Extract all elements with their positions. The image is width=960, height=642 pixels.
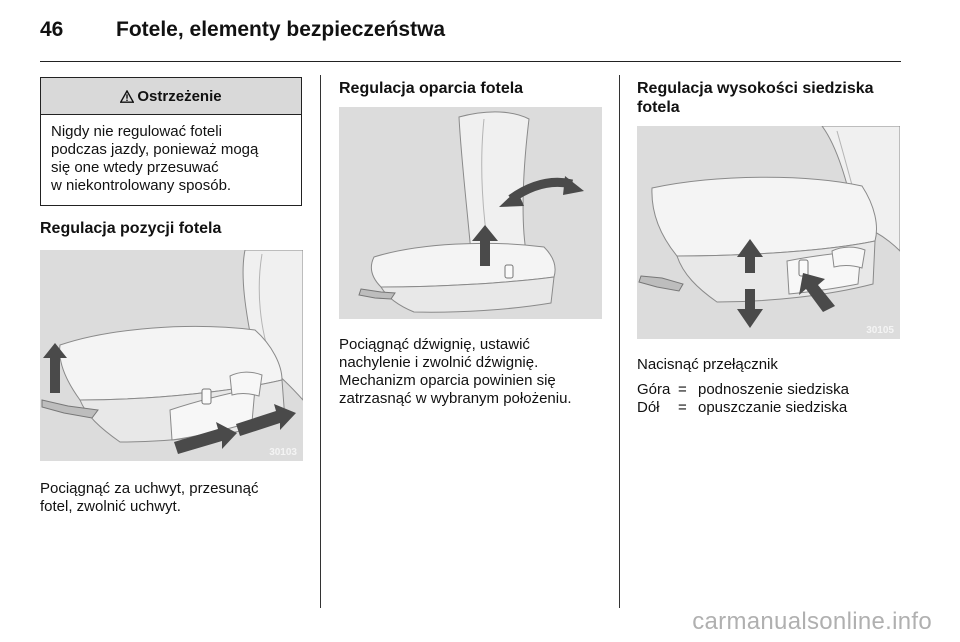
- title-line: Regulacja wysokości siedziska: [637, 80, 874, 97]
- column-divider-2: [619, 75, 620, 608]
- watermark: carmanualsonline.info: [692, 608, 932, 635]
- figure-code: 30103: [269, 447, 297, 458]
- text-line: nachylenie i zwolnić dźwignię.: [339, 354, 539, 371]
- warning-line: się one wtedy przesuwać: [51, 159, 219, 176]
- warning-text: [41, 115, 301, 205]
- column-1: [40, 77, 303, 516]
- warning-header: [41, 78, 301, 115]
- seat-position-illustration: [40, 250, 303, 461]
- definition-term: Dół: [637, 399, 660, 416]
- column-divider-1: [320, 75, 321, 608]
- definition-term: Góra: [637, 381, 671, 398]
- seat-position-title: Regulacja pozycji fotela: [40, 220, 222, 237]
- backrest-figure: [339, 107, 602, 319]
- text-line: zatrzasnąć w wybranym położeniu.: [339, 390, 572, 407]
- text-line: Pociągnąć za uchwyt, przesunąć: [40, 480, 259, 497]
- seat-position-text: [40, 480, 303, 516]
- warning-box: [40, 77, 302, 206]
- definition-separator: =: [678, 399, 687, 416]
- seat-height-figure: [637, 126, 900, 339]
- seat-height-intro: Nacisnąć przełącznik: [637, 356, 778, 373]
- figure-code: 30105: [866, 325, 894, 336]
- warning-line: w niekontrolowany sposób.: [51, 177, 232, 194]
- text-line: Mechanizm oparcia powinien się: [339, 372, 556, 389]
- warning-line: podczas jazdy, ponieważ mogą: [51, 141, 259, 158]
- backrest-illustration: [339, 107, 602, 319]
- warning-triangle-icon: [120, 90, 134, 103]
- page-title: Fotele, elementy bezpieczeństwa: [116, 18, 446, 41]
- definition-row: [637, 381, 849, 399]
- seat-position-figure: [40, 250, 303, 461]
- definition-table: [637, 381, 849, 417]
- seat-height-illustration: [637, 126, 900, 339]
- header-rule: [40, 61, 901, 62]
- definition-separator: =: [678, 381, 687, 398]
- column-3: [637, 77, 900, 417]
- page-header: [40, 18, 445, 42]
- page-number: 46: [40, 18, 64, 41]
- title-line: fotela: [637, 99, 680, 116]
- seat-height-title: [637, 79, 900, 117]
- backrest-title: Regulacja oparcia fotela: [339, 80, 524, 97]
- definition-row: [637, 399, 849, 417]
- text-line: Pociągnąć dźwignię, ustawić: [339, 336, 530, 353]
- definition-description: opuszczanie siedziska: [698, 399, 848, 416]
- warning-line: Nigdy nie regulować foteli: [51, 123, 222, 140]
- warning-title: Ostrzeżenie: [137, 87, 222, 105]
- backrest-text: [339, 336, 602, 408]
- definition-description: podnoszenie siedziska: [698, 381, 849, 398]
- column-2: [339, 77, 602, 408]
- text-line: fotel, zwolnić uchwyt.: [40, 498, 181, 515]
